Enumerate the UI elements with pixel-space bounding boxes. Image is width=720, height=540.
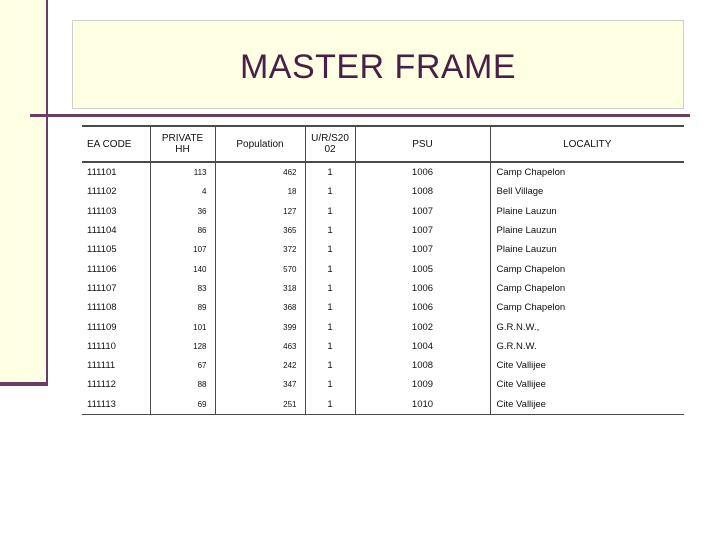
private-hh-cell: 4 xyxy=(150,182,215,201)
urs-cell: 1 xyxy=(305,298,355,317)
urs-cell: 1 xyxy=(305,395,355,415)
private-hh-cell: 128 xyxy=(150,337,215,356)
ea-code-cell: 111106 xyxy=(87,263,117,275)
locality-cell: G.R.N.W. xyxy=(490,337,684,356)
population-cell: 242 xyxy=(215,356,305,375)
locality-cell: Camp Chapelon xyxy=(490,259,684,278)
table-header-row xyxy=(82,126,684,162)
locality-cell: G.R.N.W., xyxy=(490,317,684,336)
ea-code-cell: 111111 xyxy=(87,360,116,372)
table-row xyxy=(82,182,684,201)
title-divider xyxy=(30,114,690,117)
table-row xyxy=(82,221,684,240)
psu-cell: 1004 xyxy=(355,337,490,356)
population-cell: 372 xyxy=(215,240,305,259)
population-cell: 251 xyxy=(215,395,305,415)
private-hh-cell: 86 xyxy=(150,221,215,240)
col-header-urs2002: U/R/S20 02 xyxy=(305,126,355,162)
private-hh-cell: 140 xyxy=(150,259,215,278)
ea-code-cell: 111103 xyxy=(87,205,117,217)
left-accent-base xyxy=(0,382,48,386)
population-cell: 463 xyxy=(215,337,305,356)
population-cell: 18 xyxy=(215,182,305,201)
population-cell: 365 xyxy=(215,221,305,240)
population-cell: 368 xyxy=(215,298,305,317)
population-cell: 127 xyxy=(215,202,305,221)
psu-cell: 1008 xyxy=(355,182,490,201)
psu-cell: 1006 xyxy=(355,279,490,298)
ea-code-cell: 111112 xyxy=(87,379,116,391)
urs-cell: 1 xyxy=(305,162,355,182)
table-row xyxy=(82,279,684,298)
left-accent-line xyxy=(46,0,48,385)
psu-cell: 1007 xyxy=(355,240,490,259)
table-row xyxy=(82,298,684,317)
ea-code-cell: 111113 xyxy=(82,395,150,415)
private-hh-cell: 101 xyxy=(150,317,215,336)
population-cell: 570 xyxy=(215,259,305,278)
private-hh-cell: 67 xyxy=(150,356,215,375)
table-row xyxy=(82,375,684,394)
psu-cell: 1008 xyxy=(355,356,490,375)
locality-cell: Bell Village xyxy=(490,182,684,201)
urs-cell: 1 xyxy=(305,240,355,259)
urs-cell: 1 xyxy=(305,202,355,221)
locality-cell: Cite Vallijee xyxy=(490,356,684,375)
psu-cell: 1009 xyxy=(355,375,490,394)
table-row xyxy=(82,202,684,221)
private-hh-cell: 113 xyxy=(150,162,215,182)
private-hh-cell: 83 xyxy=(150,279,215,298)
psu-cell: 1010 xyxy=(355,395,490,415)
locality-cell: Camp Chapelon xyxy=(490,279,684,298)
locality-cell: Plaine Lauzun xyxy=(490,240,684,259)
ea-code-cell: 111107 xyxy=(87,282,117,294)
psu-cell: 1006 xyxy=(355,298,490,317)
title-panel xyxy=(72,20,684,109)
urs-cell: 1 xyxy=(305,182,355,201)
table-row xyxy=(82,337,684,356)
urs-cell: 1 xyxy=(305,317,355,336)
left-accent-panel xyxy=(0,0,47,385)
population-cell: 462 xyxy=(215,162,305,182)
table-row xyxy=(82,356,684,375)
locality-cell: Plaine Lauzun xyxy=(490,202,684,221)
psu-cell: 1007 xyxy=(355,221,490,240)
col-header-private-hh: PRIVATE HH xyxy=(150,126,215,162)
col-header-population: Population xyxy=(215,126,305,162)
ea-code-cell: 111108 xyxy=(87,302,117,314)
psu-cell: 1005 xyxy=(355,259,490,278)
ea-code-cell: 111104 xyxy=(87,225,117,237)
urs-cell: 1 xyxy=(305,279,355,298)
table-row xyxy=(82,259,684,278)
master-frame-table xyxy=(82,125,684,415)
table-row xyxy=(82,317,684,336)
ea-code-cell: 111101 xyxy=(87,167,117,179)
locality-cell: Cite Vallijee xyxy=(490,375,684,394)
table-row xyxy=(82,162,684,182)
locality-cell: Camp Chapelon xyxy=(490,298,684,317)
locality-cell: Camp Chapelon xyxy=(490,162,684,182)
ea-code-cell: 111110 xyxy=(87,340,116,352)
urs-cell: 1 xyxy=(305,337,355,356)
urs-cell: 1 xyxy=(305,375,355,394)
population-cell: 318 xyxy=(215,279,305,298)
ea-code-cell: 111105 xyxy=(87,244,117,256)
locality-cell: Plaine Lauzun xyxy=(490,221,684,240)
table-row xyxy=(82,395,684,415)
private-hh-cell: 36 xyxy=(150,202,215,221)
psu-cell: 1002 xyxy=(355,317,490,336)
private-hh-cell: 89 xyxy=(150,298,215,317)
psu-cell: 1007 xyxy=(355,202,490,221)
population-cell: 347 xyxy=(215,375,305,394)
locality-cell: Cite Vallijee xyxy=(490,395,684,415)
urs-cell: 1 xyxy=(305,356,355,375)
ea-code-cell: 111102 xyxy=(87,186,117,198)
page-title: MASTER FRAME xyxy=(239,48,517,86)
table-row xyxy=(82,240,684,259)
urs-cell: 1 xyxy=(305,259,355,278)
population-cell: 399 xyxy=(215,317,305,336)
psu-cell: 1006 xyxy=(355,162,490,182)
col-header-ea-code: EA CODE xyxy=(82,126,150,162)
ea-code-cell: 111109 xyxy=(87,321,117,333)
col-header-locality: LOCALITY xyxy=(490,126,684,162)
private-hh-cell: 107 xyxy=(150,240,215,259)
private-hh-cell: 88 xyxy=(150,375,215,394)
col-header-psu: PSU xyxy=(355,126,490,162)
urs-cell: 1 xyxy=(305,221,355,240)
private-hh-cell: 69 xyxy=(150,395,215,415)
